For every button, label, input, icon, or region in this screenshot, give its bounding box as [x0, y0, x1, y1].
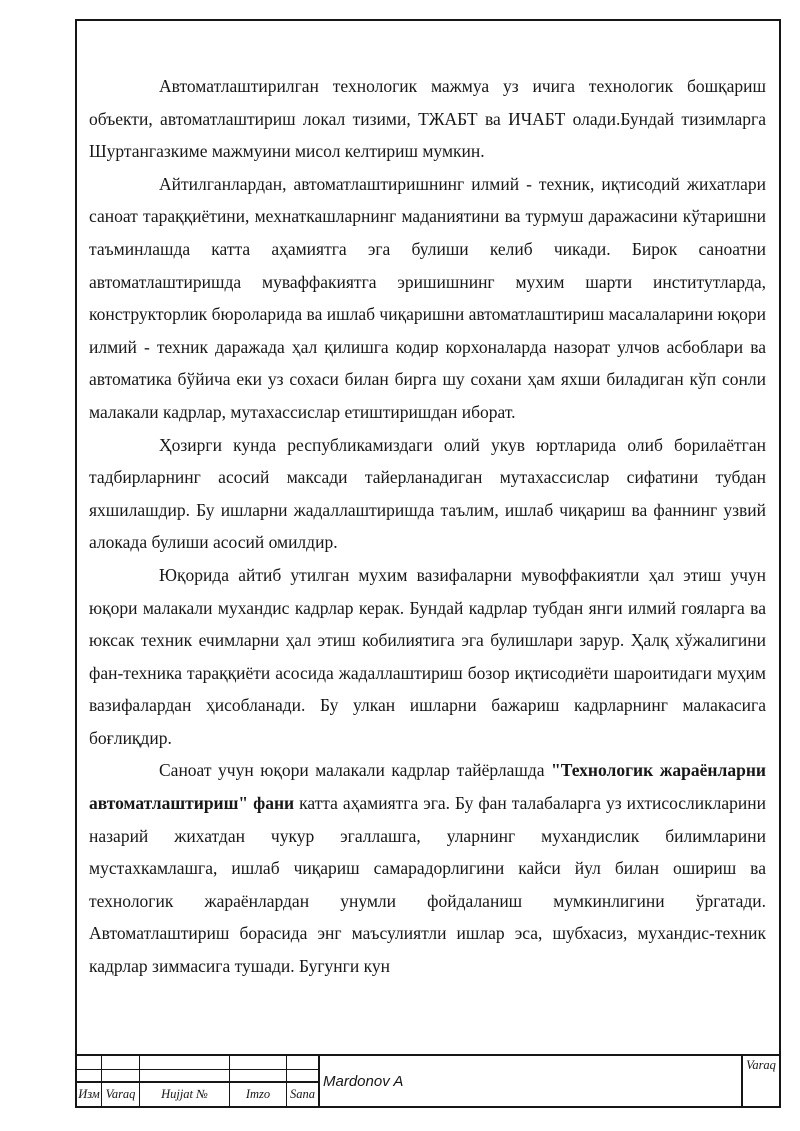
document-body: [89, 70, 766, 983]
revision-cell-empty: [102, 1056, 139, 1070]
paragraph: [89, 429, 766, 559]
paragraph: [89, 70, 766, 168]
revision-cell-empty: [230, 1070, 286, 1083]
paragraph-segment: Айтилганлардан, автоматлаштиришнинг илмий - техник, иқтисодий жихатлари саноат тараққиётини, мехнаткашларнинг маданиятини ва турмуш даражасини кўтаришни таъминлашда катта аҳамиятга эга булиши келиб чикади. Бирок саноатни автоматлаштиришда муваффакиятга эришишнинг мухим шарти институтларда, конструкторлик бюроларида ва ишлаб чиқаришни автоматлаштириш масалаларини юқори илмий - техник даражада ҳал қилишга кодир корхоналарда назорат улчов асбоблари ва автоматика бўйича еки уз сохаси билан бирга шу сохани ҳам яхши биладиган кўп сонли малакали кадрлар, мутахассислар етиштиришдан иборат.: [89, 173, 766, 422]
paragraph: [89, 559, 766, 755]
sheet-cell: [741, 1056, 779, 1106]
paragraph-segment: Саноат учун юқори малакали кадрлар тайёрлашда: [159, 760, 552, 781]
paragraph: [89, 168, 766, 429]
revision-column-label: Hujjat №: [161, 1087, 208, 1101]
revision-cell-empty: [287, 1070, 318, 1083]
revision-cell-empty: [102, 1070, 139, 1083]
paragraph-segment-bold: "Технологик жараёнларни автоматлаштириш" фани: [89, 760, 766, 814]
revision-table: [77, 1056, 320, 1106]
revision-cell-empty: [287, 1056, 318, 1070]
revision-cell-empty: [230, 1056, 286, 1070]
revision-column-label: Sana: [290, 1087, 315, 1101]
revision-cell-empty: [77, 1056, 101, 1070]
paragraph-segment: катта аҳамиятга эга. Бу фан талабаларга уз ихтисосликларини назарий жихатдан чукур эгаллашга, уларнинг мухандислик билимларини мустахкамлашга, ишлаб чиқариш самарадорлигини кайси йул билан ошириш ва технологик жараёнлардан унумли фойдаланиш мумкинлигини ўргатади. Автоматлаштириш борасида энг маъсулиятли ишлар эса, шубхасиз, мухандис-техник кадрлар зиммасига тушади. Бугунги кун: [89, 793, 767, 977]
revision-column: [230, 1056, 287, 1106]
page-frame: [75, 19, 781, 1108]
title-block: [75, 1054, 781, 1108]
revision-cell-empty: [77, 1070, 101, 1083]
revision-column: [102, 1056, 140, 1106]
paragraph: [89, 754, 766, 982]
revision-column-label: Изм: [78, 1087, 100, 1101]
revision-column-label: Imzo: [245, 1087, 271, 1101]
author-cell: [320, 1056, 741, 1106]
revision-column-label: Varaq: [105, 1087, 136, 1101]
paragraph-segment: Юқорида айтиб утилган мухим вазифаларни мувоффакиятли ҳал этиш учун юқори малакали мухандис кадрлар керак. Бундай кадрлар тубдан янги илмий гояларга ва юксак техник ечимларни ҳал этиш кобилиятига эга булишлари зарур. Ҳалқ хўжалигини фан-техника тараққиёти асосида жадаллаштириш бозор иқтисодиёти шароитидаги муҳим вазифалардан ҳисобланади. Бу улкан ишларни бажариш кадрларнинг малакасига боғлиқдир.: [89, 564, 766, 748]
paragraph-segment: Автоматлаштирилган технологик мажмуа уз ичига технологик бошқариш объекти, автоматлаштириш локал тизими, ТЖАБТ ва ИЧАБТ олади.Бундай тизимларга Шуртангазкиме мажмуини мисол келтириш мумкин.: [89, 76, 766, 162]
revision-column: [77, 1056, 102, 1106]
paragraph-segment: Ҳозирги кунда республикамиздаги олий укув юртларида олиб борилаётган тадбирларнинг асосий максади тайерланадиган мутахассислар сифатини тубдан яхшилашдир. Бу ишларни жадаллаштиришда таълим, ишлаб чиқариш ва фаннинг узвий алокада булиши асосий омилдир.: [89, 434, 766, 553]
revision-column: [140, 1056, 230, 1106]
author-name: Mardonov A: [323, 1072, 404, 1090]
sheet-label: Varaq: [746, 1058, 776, 1072]
revision-column: [287, 1056, 320, 1106]
revision-cell-empty: [140, 1070, 229, 1083]
revision-cell-empty: [140, 1056, 229, 1070]
